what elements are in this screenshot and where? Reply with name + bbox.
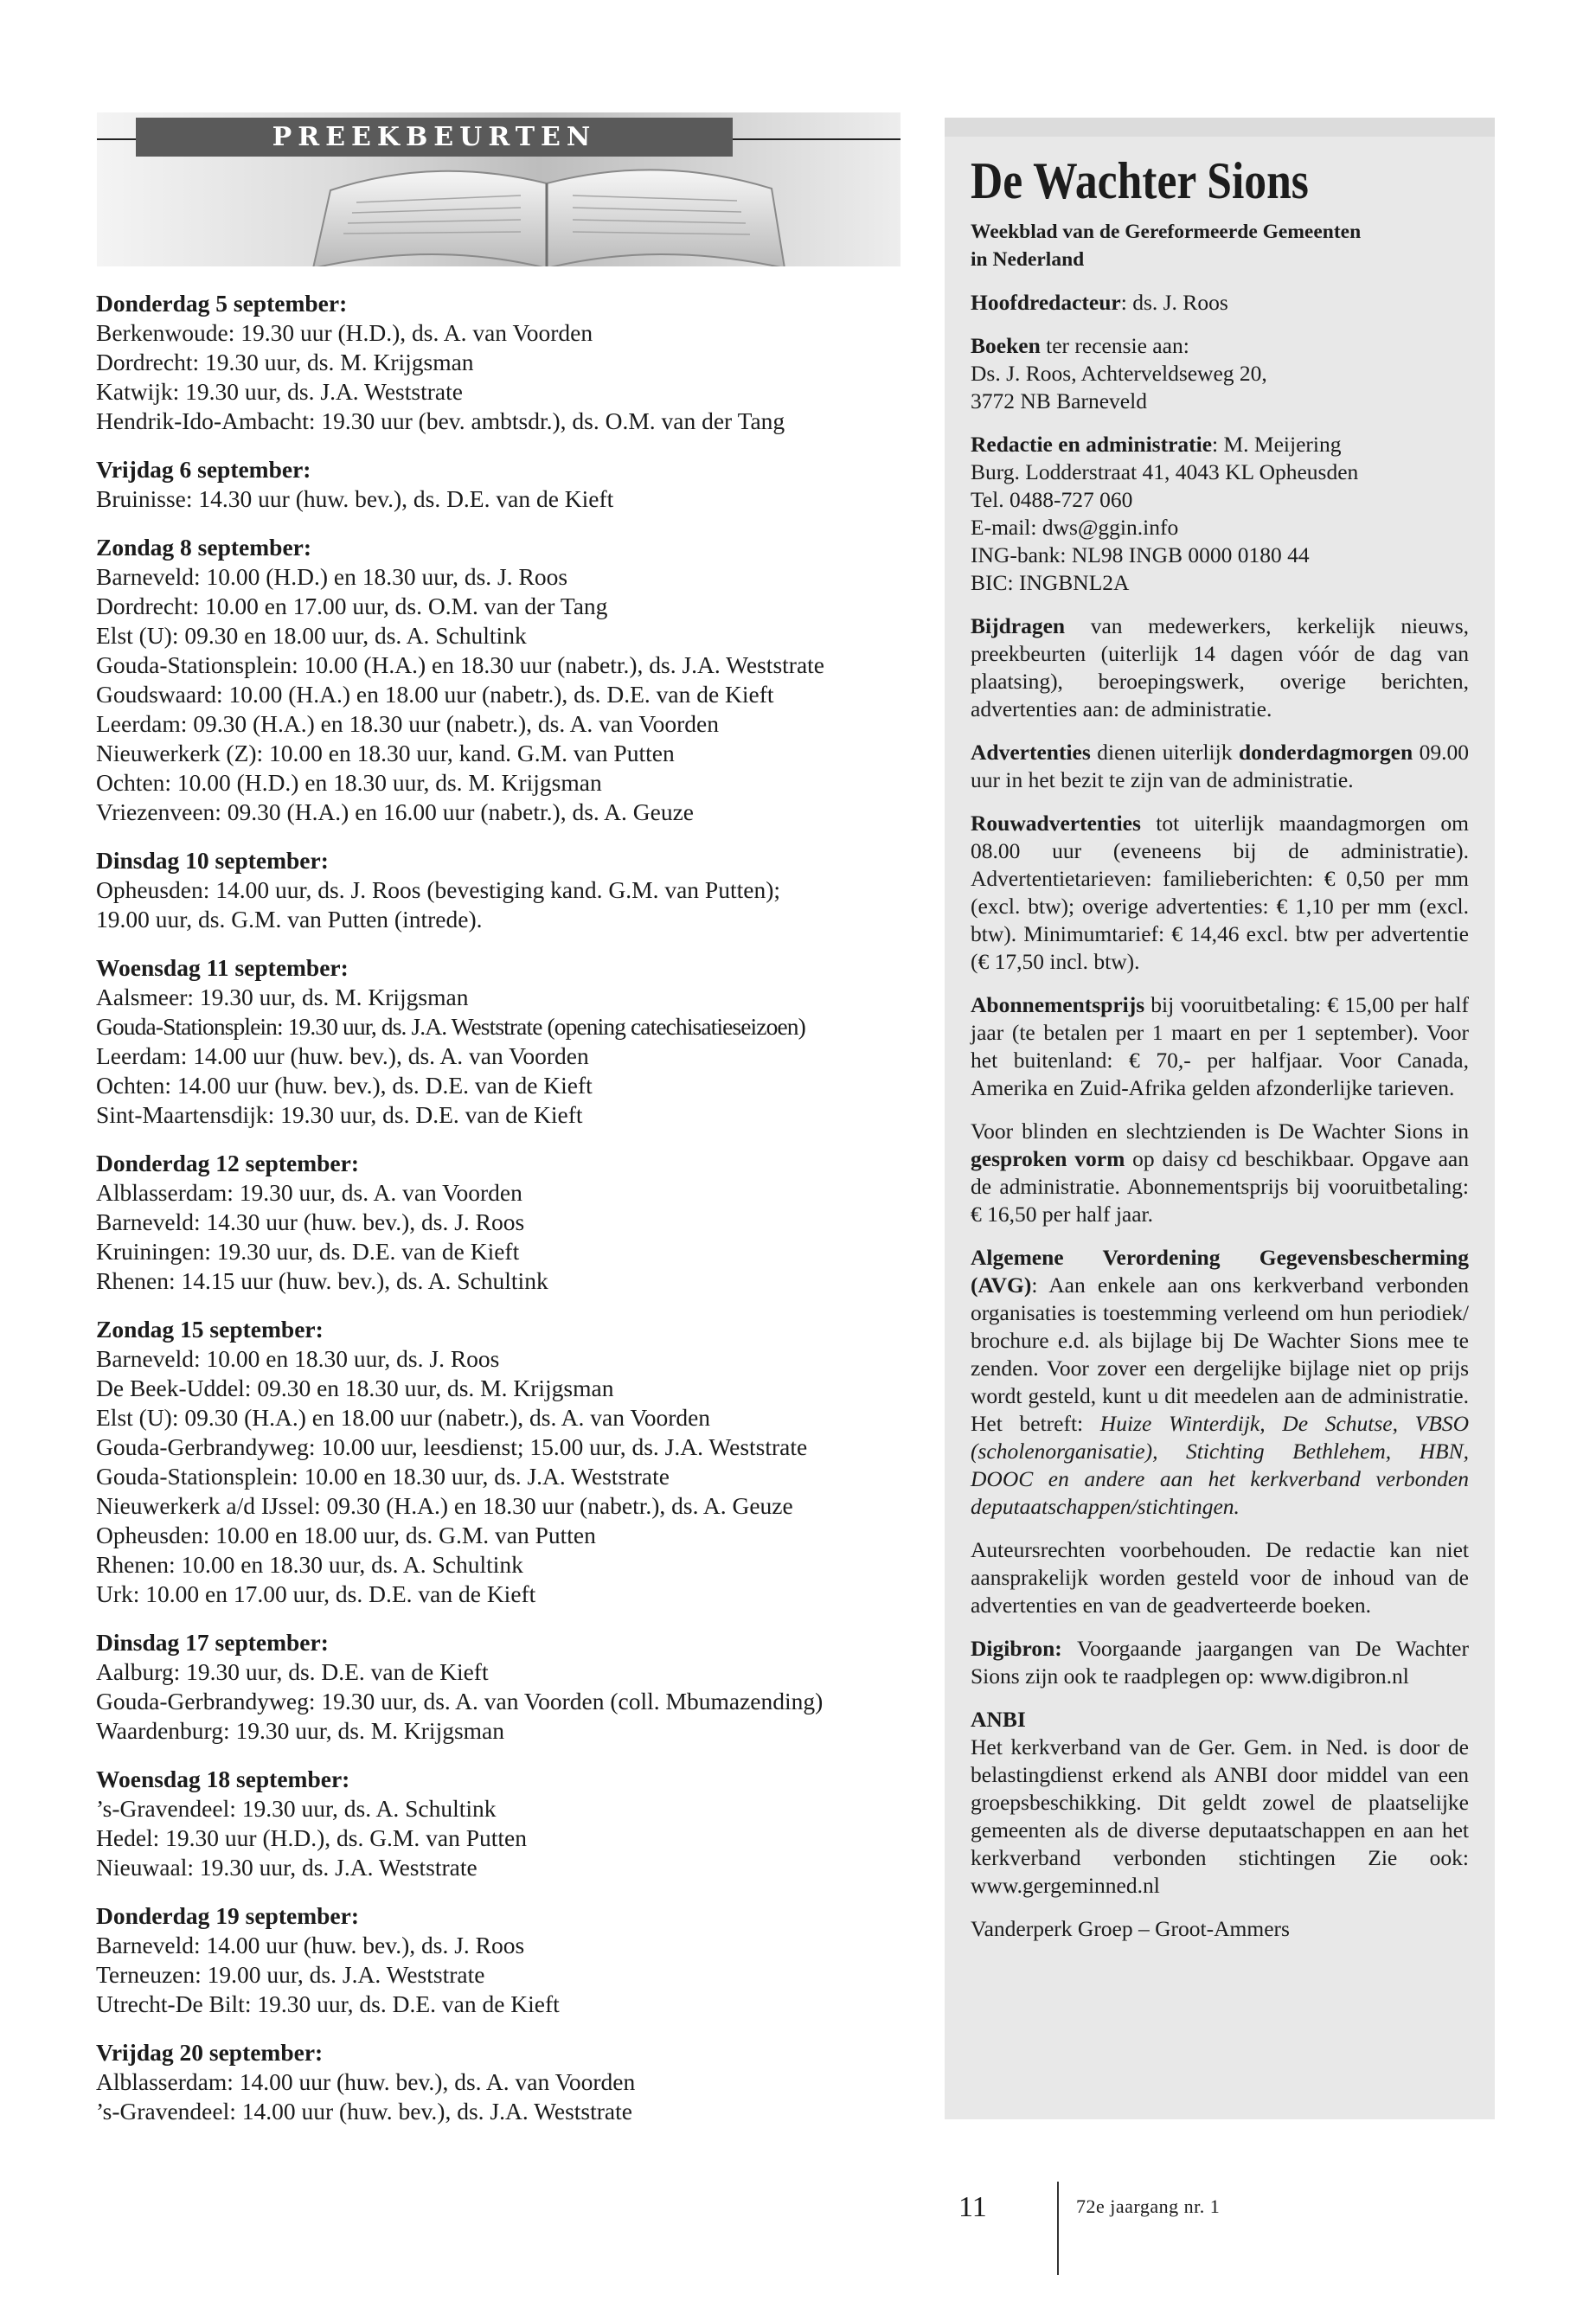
day-heading: Vrijdag 6 september:	[96, 456, 311, 483]
service-entry: Hendrik-Ido-Ambacht: 19.30 uur (bev. ambtsdr.), ds. O.M. van der Tang	[96, 407, 785, 434]
subtitle-line: in Nederland	[971, 248, 1085, 271]
subscription-label: Abonnementsprijs	[971, 992, 1145, 1017]
subtitle-line: Weekblad van de Gereformeerde Gemeenten	[971, 221, 1362, 243]
service-entry: Gouda-Gerbrandyweg: 10.00 uur, leesdienst; 15.00 uur, ds. J.A. Weststrate	[96, 1433, 808, 1460]
service-entry: Terneuzen: 19.00 uur, ds. J.A. Weststrate	[96, 1961, 485, 1988]
admin-value: : M. Meijering	[1212, 432, 1342, 457]
service-entry: Barneveld: 14.00 uur (huw. bev.), ds. J. Roos	[96, 1932, 525, 1958]
books-info	[971, 332, 1469, 415]
admin-info	[971, 431, 1469, 597]
service-entry: Nieuwerkerk a/d IJssel: 09.30 (H.A.) en 18.30 uur (nabetr.), ds. A. Geuze	[96, 1492, 793, 1519]
avg-info	[971, 1244, 1469, 1521]
contributions-info	[971, 612, 1469, 723]
service-entry: Leerdam: 09.30 (H.A.) en 18.30 uur (nabetr.), ds. A. van Voorden	[96, 710, 719, 737]
service-entry: Hedel: 19.30 uur (H.D.), ds. G.M. van Putten	[96, 1824, 527, 1851]
magazine-title: De Wachter Sions	[971, 152, 1309, 209]
service-entry: Kruiningen: 19.30 uur, ds. D.E. van de Kieft	[96, 1238, 520, 1265]
day-heading: Donderdag 5 september:	[96, 290, 348, 317]
day-group	[96, 1149, 901, 1296]
service-entry: Aalburg: 19.30 uur, ds. D.E. van de Kieft	[96, 1658, 489, 1685]
service-entry: Nieuwerkerk (Z): 10.00 en 18.30 uur, kand. G.M. van Putten	[96, 740, 675, 766]
service-entry: Alblasserdam: 14.00 uur (huw. bev.), ds. A. van Voorden	[96, 2068, 636, 2095]
day-heading: Woensdag 18 september:	[96, 1766, 350, 1792]
service-entry: Rhenen: 10.00 en 18.30 uur, ds. A. Schultink	[96, 1551, 523, 1578]
service-entry: Gouda-Stationsplein: 10.00 en 18.30 uur, ds. J.A. Weststrate	[96, 1463, 670, 1490]
anbi-text: Het kerkverband van de Ger. Gem. in Ned. is door de belastingdienst erkend als ANBI door middel van een groepsbeschikking. Dit geldt zowel de plaatselijke gemeenten als de diverse deputaatschappen en aan het kerkverband verbonden stichtingen Zie ook: www.gergeminned.nl	[971, 1734, 1469, 1898]
service-entry: Ochten: 14.00 uur (huw. bev.), ds. D.E. van de Kieft	[96, 1072, 593, 1099]
panel-top-band	[945, 118, 1495, 137]
digibron-text: Voorgaande jaargangen van De Wachter Sions zijn ook te raadplegen op: www.digibron.nl	[971, 1636, 1469, 1689]
service-entry: Leerdam: 14.00 uur (huw. bev.), ds. A. van Voorden	[96, 1042, 589, 1069]
mourning-ads-info	[971, 810, 1469, 976]
service-entry: Opheusden: 14.00 uur, ds. J. Roos (bevestiging kand. G.M. van Putten);	[96, 876, 780, 903]
service-entry: Aalsmeer: 19.30 uur, ds. M. Krijgsman	[96, 984, 469, 1010]
service-entry: Waardenburg: 19.30 uur, ds. M. Krijgsman	[96, 1717, 505, 1744]
day-heading: Dinsdag 17 september:	[96, 1629, 329, 1656]
service-entry: Opheusden: 10.00 en 18.00 uur, ds. G.M. van Putten	[96, 1522, 596, 1548]
day-group	[96, 953, 901, 1130]
preekbeurten-column	[96, 112, 901, 2145]
open-bible-icon	[304, 138, 789, 266]
contributions-label: Bijdragen	[971, 613, 1066, 638]
service-entry: Berkenwoude: 19.30 uur (H.D.), ds. A. van Voorden	[96, 319, 593, 346]
admin-bic: BIC: INGBNL2A	[971, 570, 1130, 595]
day-heading: Vrijdag 20 september:	[96, 2039, 324, 2066]
service-entry: Vriezenveen: 09.30 (H.A.) en 16.00 uur (nabetr.), ds. A. Geuze	[96, 798, 694, 825]
mourning-label: Rouwadvertenties	[971, 811, 1141, 836]
service-entry: ’s-Gravendeel: 14.00 uur (huw. bev.), ds. J.A. Weststrate	[96, 2098, 632, 2125]
audio-text: Voor blinden en slechtzienden is De Wachter Sions in	[971, 1118, 1469, 1144]
service-entry: Utrecht-De Bilt: 19.30 uur, ds. D.E. van de Kieft	[96, 1990, 560, 2017]
day-heading: Woensdag 11 september:	[96, 954, 349, 981]
service-entry: ’s-Gravendeel: 19.30 uur, ds. A. Schultink	[96, 1795, 497, 1822]
service-entry: Elst (U): 09.30 en 18.00 uur, ds. A. Schultink	[96, 622, 527, 649]
section-title: PREEKBEURTEN	[136, 118, 733, 157]
admin-label: Redactie en administratie	[971, 432, 1213, 457]
printer-info	[971, 1915, 1469, 1943]
avg-text: : Aan enkele aan ons kerkverband verbonden organisaties is toestemming verleend om hun periodiek/ brochure e.d. als bijlage bij De Wachter Sions mee te zenden. Voor zover een dergelijke bijlage niet op prijs wordt gesteld, kunt u dit meedelen aan de administratie. Het betreft:	[971, 1272, 1469, 1436]
colophon-panel	[945, 118, 1495, 2119]
avg-label: Algemene Verordening Gegevensbescherming (AVG)	[971, 1245, 1469, 1298]
ads-deadline: donderdagmorgen	[1238, 740, 1413, 765]
audio-edition-info	[971, 1118, 1469, 1228]
contributions-text: van medewerkers, kerkelijk nieuws, preekbeurten (uiterlijk 14 dagen vóór de dag van plaatsing), beroepingswerk, overige berichten, advertenties aan: de administratie.	[971, 613, 1469, 721]
books-label: Boeken	[971, 333, 1041, 358]
books-address: 3772 NB Barneveld	[971, 388, 1147, 413]
footer-divider	[1057, 2182, 1059, 2275]
day-group	[96, 846, 901, 934]
avg-organisations: Huize Winterdijk, De Schutse, VBSO (scholenorganisatie), Stichting Bethlehem, HBN, DOOC en andere aan het kerkverband verbonden deputaatschappen/stichtingen.	[971, 1411, 1469, 1519]
day-heading: Zondag 15 september:	[96, 1316, 324, 1343]
subscription-text: bij vooruitbetaling: € 15,00 per half jaar (te betalen per 1 maart en per 1 september). Voor het buitenland: € 70,- per halfjaar. Voor Canada, Amerika en Zuid-Afrika gelden afzonderlijke tarieven.	[971, 992, 1469, 1100]
service-entry: Urk: 10.00 en 17.00 uur, ds. D.E. van de Kieft	[96, 1580, 536, 1607]
day-heading: Dinsdag 10 september:	[96, 847, 329, 874]
service-entry: Bruinisse: 14.30 uur (huw. bev.), ds. D.E. van de Kieft	[96, 485, 614, 512]
service-entry: Barneveld: 10.00 (H.D.) en 18.30 uur, ds. J. Roos	[96, 563, 568, 590]
ads-label: Advertenties	[971, 740, 1091, 765]
day-heading: Donderdag 19 september:	[96, 1902, 359, 1929]
admin-phone: Tel. 0488-727 060	[971, 487, 1133, 512]
audio-format: gesproken vorm	[971, 1146, 1125, 1171]
service-entry: Katwijk: 19.30 uur, ds. J.A. Weststrate	[96, 378, 463, 405]
service-entry: Dordrecht: 19.30 uur, ds. M. Krijgsman	[96, 349, 474, 375]
ads-text: dienen uiterlijk	[1090, 740, 1239, 765]
admin-street: Burg. Lodderstraat 41, 4043 KL Opheusden	[971, 459, 1359, 484]
printer-text: Vanderperk Groep – Groot-Ammers	[971, 1916, 1290, 1941]
sermon-schedule	[96, 289, 901, 2126]
service-entry: Sint-Maartensdijk: 19.30 uur, ds. D.E. van de Kieft	[96, 1101, 583, 1128]
subscription-info	[971, 991, 1469, 1102]
day-group	[96, 1765, 901, 1882]
service-entry: Ochten: 10.00 (H.D.) en 18.30 uur, ds. M. Krijgsman	[96, 769, 602, 796]
books-text: ter recensie aan:	[1040, 333, 1189, 358]
digibron-info	[971, 1635, 1469, 1690]
mourning-text: tot uiterlijk maandagmorgen om 08.00 uur (eveneens bij de administratie). Advertentietarieven: familieberichten: € 0,50 per mm (excl. btw); overige advertenties: € 1,10 per mm (excl. btw). Minimumtarief: € 14,46 excl. btw per advertentie (€ 17,50 incl. btw).	[971, 811, 1469, 974]
day-group	[96, 289, 901, 436]
ads-info	[971, 739, 1469, 794]
service-entry: Goudswaard: 10.00 (H.A.) en 18.00 uur (nabetr.), ds. D.E. van de Kieft	[96, 681, 774, 708]
anbi-info	[971, 1706, 1469, 1900]
page-number: 11	[958, 2191, 987, 2223]
day-group	[96, 1628, 901, 1746]
ads-text: 09.00 uur in het bezit te zijn van de administratie.	[971, 740, 1469, 792]
day-heading: Zondag 8 september:	[96, 534, 312, 561]
service-entry: Nieuwaal: 19.30 uur, ds. J.A. Weststrate	[96, 1854, 478, 1881]
books-address: Ds. J. Roos, Achterveldseweg 20,	[971, 361, 1267, 386]
service-entry: 19.00 uur, ds. G.M. van Putten (intrede).	[96, 906, 483, 933]
digibron-label: Digibron:	[971, 1636, 1062, 1661]
day-group	[96, 455, 901, 514]
day-group	[96, 2038, 901, 2126]
anbi-label: ANBI	[971, 1707, 1026, 1732]
day-heading: Donderdag 12 september:	[96, 1150, 359, 1176]
admin-email: E-mail: dws@ggin.info	[971, 515, 1179, 540]
magazine-subtitle	[971, 218, 1469, 273]
service-entry: Gouda-Stationsplein: 19.30 uur, ds. J.A. Weststrate (opening catechisatieseizoen)	[96, 1013, 805, 1040]
day-group	[96, 1901, 901, 2019]
copyright-info	[971, 1536, 1469, 1619]
copyright-text: Auteursrechten voorbehouden. De redactie kan niet aansprakelijk worden gesteld voor de inhoud van de advertenties en van de geadverteerde boeken.	[971, 1537, 1469, 1618]
admin-bank: ING-bank: NL98 INGB 0000 0180 44	[971, 542, 1310, 567]
section-banner	[97, 112, 901, 266]
service-entry: Barneveld: 14.30 uur (huw. bev.), ds. J. Roos	[96, 1208, 525, 1235]
service-entry: Elst (U): 09.30 (H.A.) en 18.00 uur (nabetr.), ds. A. van Voorden	[96, 1404, 711, 1431]
editor-info	[971, 289, 1469, 317]
service-entry: Barneveld: 10.00 en 18.30 uur, ds. J. Roos	[96, 1345, 500, 1372]
service-entry: Gouda-Gerbrandyweg: 19.30 uur, ds. A. van Voorden (coll. Mbumazending)	[96, 1688, 824, 1715]
service-entry: De Beek-Uddel: 09.30 en 18.30 uur, ds. M. Krijgsman	[96, 1375, 614, 1401]
audio-text: op daisy cd beschikbaar. Opgave aan de administratie. Abonnementsprijs bij vooruitbetaling: € 16,50 per half jaar.	[971, 1146, 1470, 1227]
day-group	[96, 1315, 901, 1609]
volume-issue: 72e jaargang nr. 1	[1076, 2195, 1221, 2217]
day-group	[96, 533, 901, 827]
service-entry: Rhenen: 14.15 uur (huw. bev.), ds. A. Schultink	[96, 1267, 548, 1294]
editor-value: : ds. J. Roos	[1120, 290, 1228, 315]
service-entry: Alblasserdam: 19.30 uur, ds. A. van Voorden	[96, 1179, 522, 1206]
service-entry: Dordrecht: 10.00 en 17.00 uur, ds. O.M. van der Tang	[96, 593, 608, 619]
service-entry: Gouda-Stationsplein: 10.00 (H.A.) en 18.30 uur (nabetr.), ds. J.A. Weststrate	[96, 651, 824, 678]
editor-label: Hoofdredacteur	[971, 290, 1121, 315]
